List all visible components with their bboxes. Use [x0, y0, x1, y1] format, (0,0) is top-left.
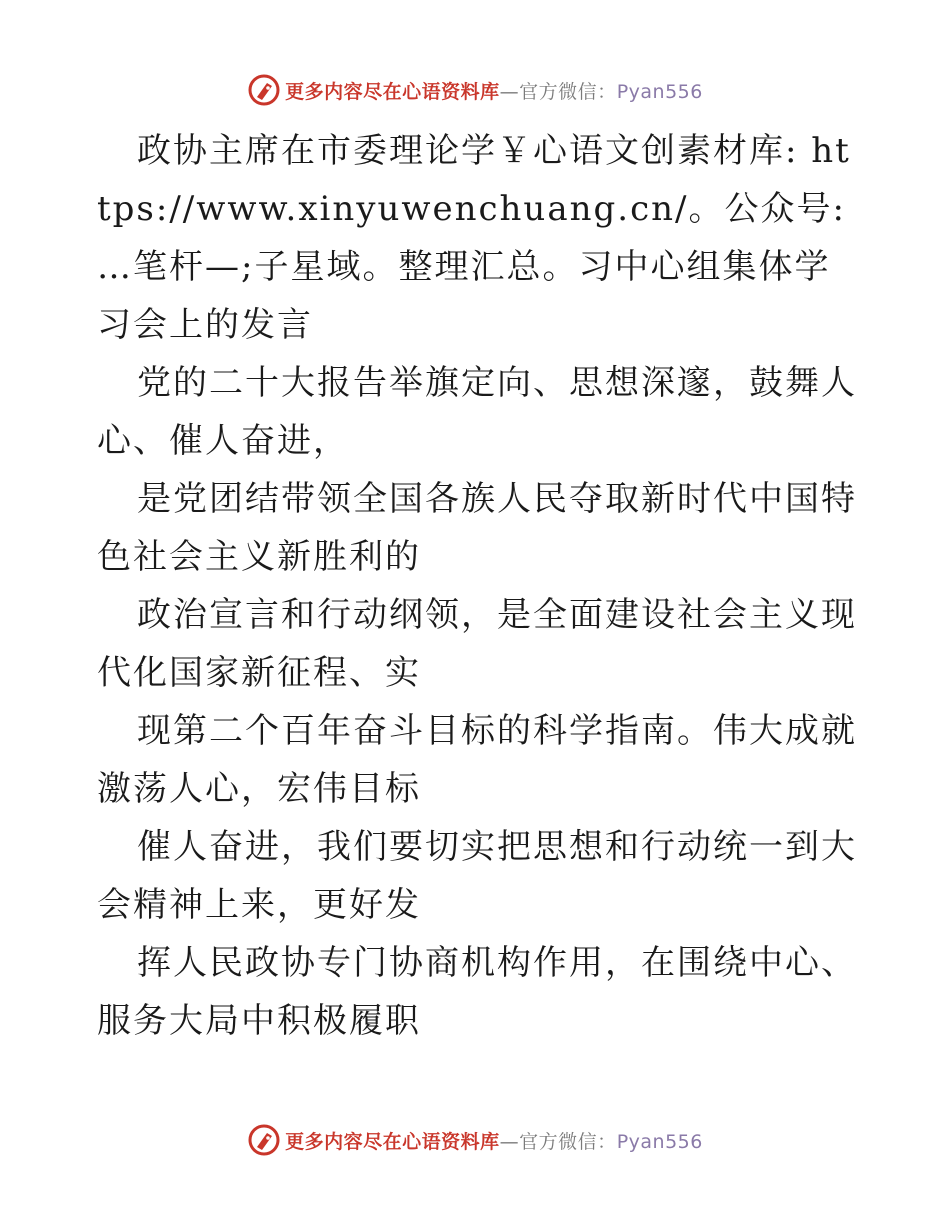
banner-dash: —: [499, 80, 520, 103]
banner-wechat-id: Pyan556: [616, 80, 703, 103]
banner-main-text: 更多内容尽在心语资料库: [285, 1130, 500, 1153]
banner-wechat-id: Pyan556: [616, 1130, 703, 1153]
footer-banner: [0, 1120, 950, 1160]
paragraph-2: 党的二十大报告举旗定向、思想深邃，鼓舞人心、催人奋进，: [97, 363, 857, 461]
banner-wechat-label: 官方微信：: [519, 80, 617, 103]
banner-text: [285, 77, 703, 104]
banner-wechat-label: 官方微信：: [519, 1130, 617, 1153]
paragraph-5: 现第二个百年奋斗目标的科学指南。伟大成就激荡人心，宏伟目标: [97, 711, 857, 809]
banner-main-text: 更多内容尽在心语资料库: [285, 80, 500, 103]
banner-text: [285, 1127, 703, 1154]
pen-nib-logo-icon: [247, 73, 281, 107]
paragraph-4: 政治宣言和行动纲领，是全面建设社会主义现代化国家新征程、实: [97, 595, 857, 693]
document-body: [97, 122, 857, 1050]
pen-nib-logo-icon: [247, 1123, 281, 1157]
header-banner: [0, 70, 950, 110]
paragraph-1: 政协主席在市委理论学￥心语文创素材库: https://www.xinyuwenchuang.cn/。公众号: …笔杆—;子星域。整理汇总。习中心组集体学习会上的发言: [97, 131, 851, 345]
paragraph-7: 挥人民政协专门协商机构作用，在围绕中心、服务大局中积极履职: [97, 943, 857, 1041]
paragraph-3: 是党团结带领全国各族人民夺取新时代中国特色社会主义新胜利的: [97, 479, 857, 577]
banner-dash: —: [499, 1130, 520, 1153]
paragraph-6: 催人奋进，我们要切实把思想和行动统一到大会精神上来，更好发: [97, 827, 857, 925]
